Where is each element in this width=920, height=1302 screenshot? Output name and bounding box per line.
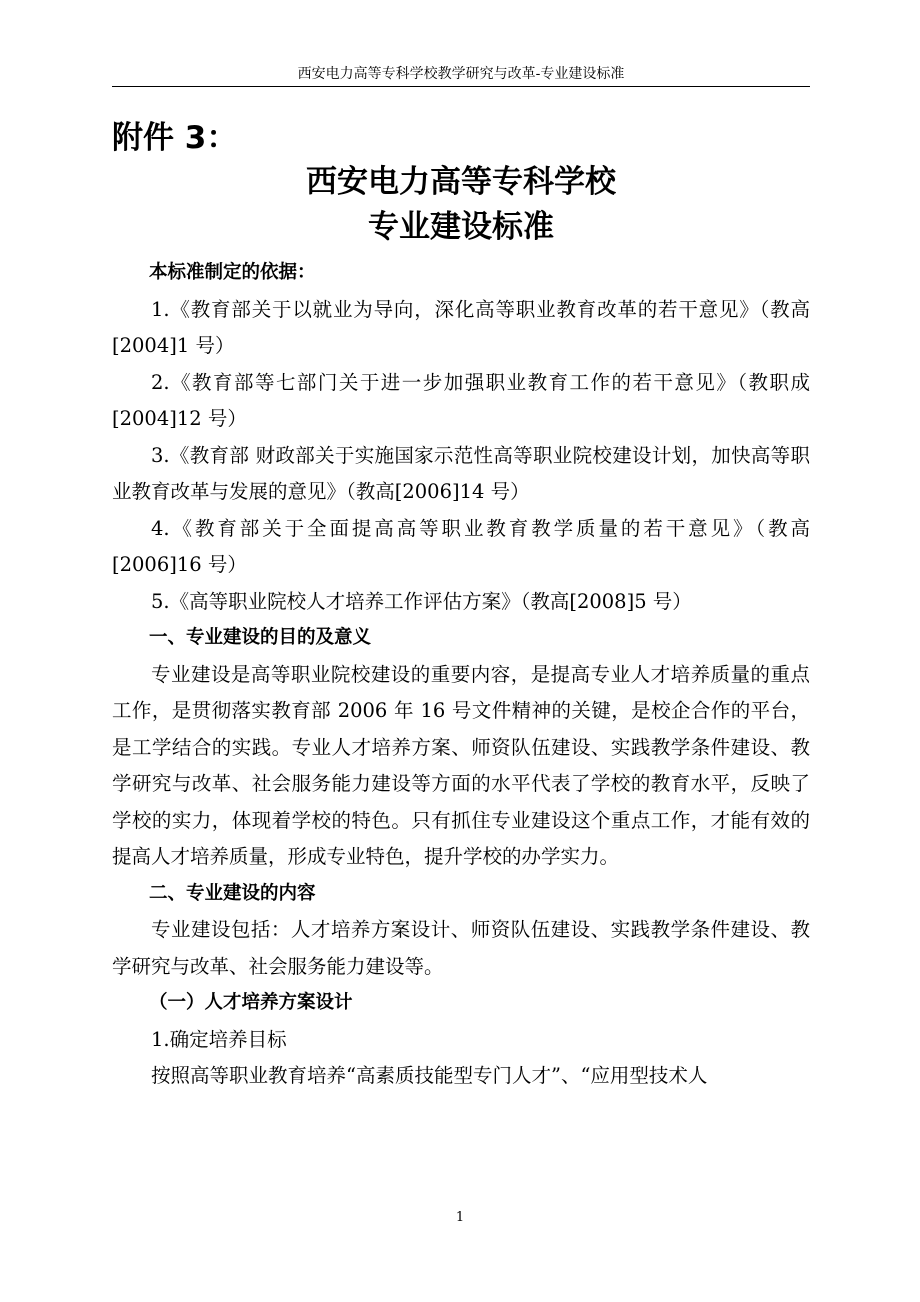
document-body bbox=[112, 255, 810, 1095]
basis-item: 3.《教育部 财政部关于实施国家示范性高等职业院校建设计划，加快高等职业教育改革与发展的意见》（教高[2006]14 号） bbox=[112, 443, 810, 503]
basis-item: 2.《教育部等七部门关于进一步加强职业教育工作的若干意见》（教职成[2004]12 号） bbox=[112, 370, 810, 430]
basis-item: 1.《教育部关于以就业为导向，深化高等职业教育改革的若干意见》（教高[2004]1 号） bbox=[112, 297, 810, 357]
section1-paragraph: 专业建设是高等职业院校建设的重要内容，是提高专业人才培养质量的重点工作，是贯彻落实教育部 2006 年 16 号文件精神的关键，是校企合作的平台，是工学结合的实践。专业人才培养方案、师资队伍建设、实践教学条件建设、教学研究与改革、社会服务能力建设等方面的水平代表了学校的教育水平，反映了学校的实力，体现着学校的特色。只有抓住专业建设这个重点工作，才能有效的提高人才培养质量，形成专业特色，提升学校的办学实力。 bbox=[112, 662, 810, 868]
page-number: 1 bbox=[455, 1210, 465, 1225]
section2-heading: 二、专业建设的内容 bbox=[149, 882, 316, 904]
attachment-label: 附件 3： bbox=[112, 120, 238, 156]
section2-paragraph: 专业建设包括：人才培养方案设计、师资队伍建设、实践教学条件建设、教学研究与改革、社会服务能力建设等。 bbox=[112, 918, 810, 978]
subsection1-item-title: 1.确定培养目标 bbox=[151, 1027, 287, 1051]
basis-item: 4.《教育部关于全面提高高等职业教育教学质量的若干意见》（教高[2006]16 号） bbox=[112, 516, 810, 576]
document-title-line1: 西安电力高等专科学校 bbox=[306, 164, 616, 200]
basis-heading: 本标准制定的依据： bbox=[149, 262, 316, 283]
page-header: 西安电力高等专科学校教学研究与改革-专业建设标准 bbox=[112, 64, 810, 87]
subsection1-item-text: 按照高等职业教育培养“高素质技能型专门人才”、“应用型技术人 bbox=[151, 1064, 708, 1087]
subsection1-heading: （一）人才培养方案设计 bbox=[149, 992, 353, 1013]
document-title-line2: 专业建设标准 bbox=[368, 209, 554, 245]
basis-item: 5.《高等职业院校人才培养工作评估方案》（教高[2008]5 号） bbox=[151, 589, 692, 613]
section1-heading: 一、专业建设的目的及意义 bbox=[149, 627, 372, 648]
